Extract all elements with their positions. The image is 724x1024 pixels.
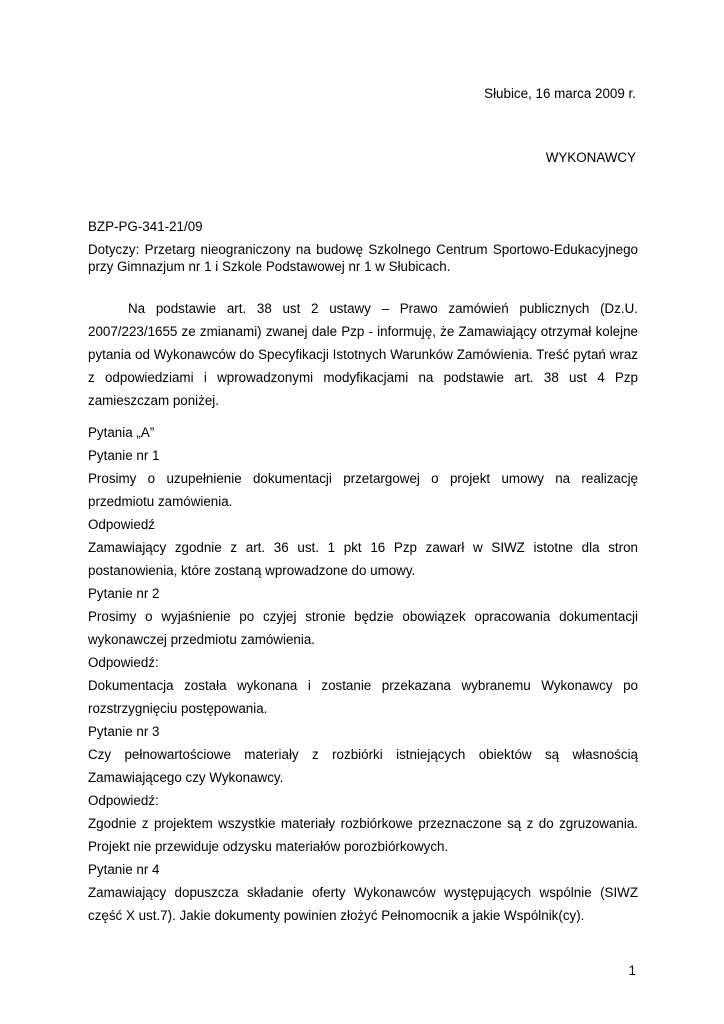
page-number: 1 — [628, 963, 636, 978]
question-text: Czy pełnowartościowe materiały z rozbiórki istniejących obiektów są własnością Zamawiającego czy Wykonawcy. — [88, 747, 638, 785]
place-date: Słubice, 16 marca 2009 r. — [484, 86, 636, 101]
question-label: Pytanie nr 3 — [88, 724, 160, 739]
question-text: Prosimy o uzupełnienie dokumentacji przetargowej o projekt umowy na realizację przedmiotu zamówienia. — [88, 471, 638, 509]
section-title: Pytania „A” — [88, 425, 155, 440]
question-label: Pytanie nr 2 — [88, 586, 160, 601]
question-text: Zamawiający dopuszcza składanie oferty Wykonawców występujących wspólnie (SIWZ część X ust.7). Jakie dokumenty powinien złożyć Pełnomocnik a jakie Wspólnik(cy). — [88, 885, 638, 923]
answer-text: Dokumentacja została wykonana i zostanie przekazana wybranemu Wykonawcy po rozstrzygnięciu postępowania. — [88, 678, 638, 716]
recipient: WYKONAWCY — [545, 150, 636, 165]
answer-label: Odpowiedź — [88, 517, 155, 532]
answer-label: Odpowiedź: — [88, 655, 159, 670]
question-text: Prosimy o wyjaśnienie po czyjej stronie będzie obowiązek opracowania dokumentacji wykonawczej przedmiotu zamówienia. — [88, 609, 638, 647]
question-label: Pytanie nr 1 — [88, 448, 160, 463]
answer-text: Zgodnie z projektem wszystkie materiały rozbiórkowe przeznaczone są z do zgruzowania. Projekt nie przewiduje odzysku materiałów porozbiórkowych. — [88, 816, 638, 854]
qa-section — [88, 421, 638, 927]
answer-text: Zamawiający zgodnie z art. 36 ust. 1 pkt 16 Pzp zawarł w SIWZ istotne dla stron postanowienia, które zostaną wprowadzone do umowy. — [88, 540, 638, 578]
reference-number: BZP-PG-341-21/09 — [88, 219, 203, 234]
answer-label: Odpowiedź: — [88, 793, 159, 808]
intro-paragraph: Na podstawie art. 38 ust 2 ustawy – Prawo zamówień publicznych (Dz.U. 2007/223/1655 ze zmianami) zwanej dale Pzp - informuję, że Zamawiający otrzymał kolejne pytania od Wykonawców do Specyfikacji Istotnych Warunków Zamówienia. Treść pytań wraz z odpowiedziami i wprowadzonymi modyfikacjami na podstawie art. 38 ust 4 Pzp zamieszczam poniżej. — [88, 301, 638, 408]
subject-line: Dotyczy: Przetarg nieograniczony na budowę Szkolnego Centrum Sportowo-Edukacyjnego przy Gimnazjum nr 1 i Szkole Podstawowej nr 1 w Słubicach. — [88, 242, 638, 274]
question-label: Pytanie nr 4 — [88, 862, 160, 877]
